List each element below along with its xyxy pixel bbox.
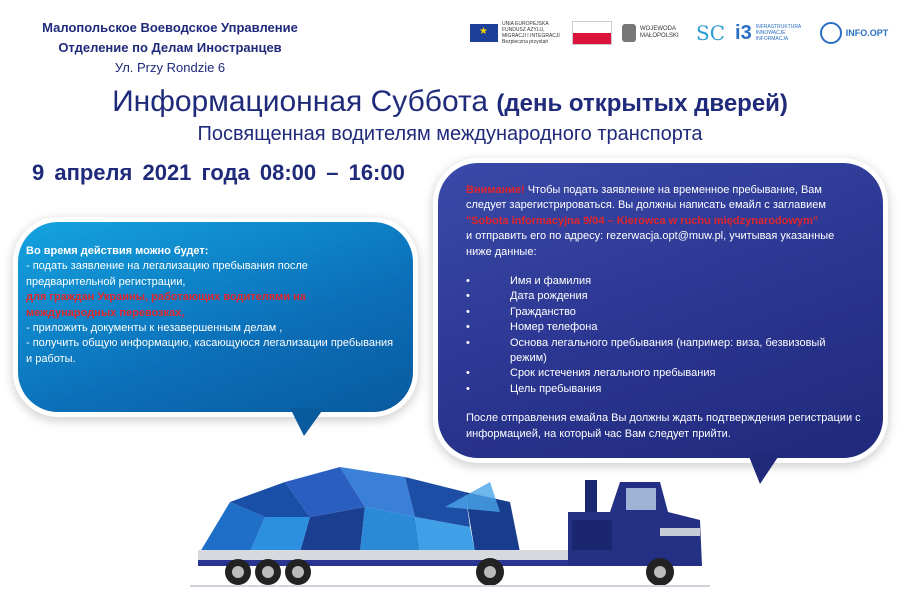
eagle-emblem-icon	[622, 24, 636, 42]
event-date: 9 апреля 2021 года 08:00 – 16:00	[32, 160, 405, 185]
right-bubble-intro2: и отправить его по адресу: rezerwacja.opt@muw.pl, учитывая указанные ниже данные:	[466, 230, 835, 258]
eu-logo	[470, 21, 562, 45]
sc-logo: SC	[696, 21, 726, 45]
list-item: • Срок истечения легального пребывания	[466, 366, 861, 381]
i3-logo	[735, 22, 810, 45]
info-opt-logo	[820, 22, 889, 44]
list-item: • Цель пребывания	[466, 382, 861, 397]
right-bubble-tail	[748, 454, 780, 484]
list-item: • Гражданство	[466, 305, 861, 320]
attention-label: Внимание!	[466, 184, 525, 196]
right-bubble-content	[466, 183, 861, 442]
list-item: • Номер телефона	[466, 320, 861, 335]
left-bubble-tail	[290, 408, 324, 436]
left-bubble-line: - подать заявление на легализацию пребывания после предварительной регистрации,	[26, 260, 308, 288]
wojewoda-logo	[622, 24, 686, 42]
truck-illustration	[190, 462, 710, 597]
flatbed	[198, 550, 568, 560]
intro-text: Чтобы подать заявление на временное пребывание, Вам следует зарегистрироваться. Вы должны написать емайл с заглавием	[466, 184, 826, 212]
left-bubble-heading: Во время действия можно будет:	[26, 245, 209, 257]
partner-logos	[470, 16, 888, 50]
list-item: • Основа легального пребывания (например: виза, безвизовый режим)	[466, 336, 861, 367]
info-opt-text: INFO.OPT	[845, 28, 889, 38]
org-address: Ул. Przy Rondzie 6	[114, 60, 226, 75]
left-bubble-content	[26, 244, 396, 367]
i3-mark-icon: i3	[735, 21, 752, 44]
list-item: • Имя и фамилия	[466, 274, 861, 289]
eu-logo-caption: Bezpieczna przystań	[502, 39, 549, 45]
event-title	[0, 84, 900, 122]
info-circle-icon	[820, 22, 842, 44]
event-subtitle: Посвященная водителям международного транспорта	[197, 123, 703, 145]
left-bubble-line: - приложить документы к незавершенным делам ,	[26, 322, 283, 335]
organization-header	[0, 18, 340, 78]
list-item: • Дата рождения	[466, 289, 861, 304]
poland-flag-icon	[572, 21, 612, 45]
i3-text: INFRASTRUKTURA INNOWACJE INFORMACJA	[755, 24, 801, 42]
event-title-paren: (день открытых дверей)	[496, 90, 788, 117]
org-name: Малопольское Воеводское Управление	[42, 20, 298, 35]
email-subject: "Sobota informacyjna 9/04 – Kierowca w ruchu międzynarodowym"	[466, 214, 819, 227]
left-bubble-line: - получить общую информацию, касающуюся легализации пребывания и работы.	[26, 337, 394, 365]
flatbed-base	[198, 560, 568, 566]
truck-cab-icon	[568, 480, 702, 566]
eu-flag-icon	[470, 24, 498, 42]
left-bubble-highlight: для граждан Украины, работающих водителями на международных перевозках,	[26, 291, 306, 319]
cargo-polygons-icon	[200, 467, 520, 552]
eu-logo-text: UNIA EUROPEJSKA FUNDUSZ AZYLU, MIGRACJI I INTEGRACJI	[502, 21, 560, 39]
event-title-main: Информационная Суббота	[112, 85, 489, 118]
wojewoda-text: WOJEWODA MAŁOPOLSKI	[640, 26, 679, 39]
org-department: Отделение по Делам Иностранцев	[58, 40, 282, 55]
required-data-list	[466, 274, 861, 397]
right-bubble-intro	[466, 183, 861, 214]
right-bubble-outro: После отправления емайла Вы должны ждать подтверждения регистрации с информацией, на который час Вам следует прийти.	[466, 412, 861, 440]
